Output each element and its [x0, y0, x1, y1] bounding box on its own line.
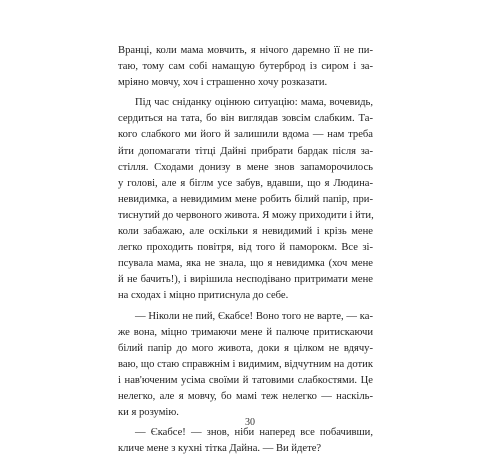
text-line: сердиться на тата, бо він виглядав зовсім слабким. Та- [118, 113, 373, 125]
text-line: легко проходить повітря, від того й паморокм. Все зі- [118, 242, 373, 254]
text-line: у голові, але я біглм усе забув, вдавши, що я Людина- [118, 177, 373, 189]
text-line: Вранці, коли мама мовчить, я нічого даремно її не пи- [118, 45, 373, 56]
page-number: 30 [245, 417, 255, 428]
text-line: на сходах і міцно притиснула до себе. [118, 290, 289, 302]
text-line: і нав'юченим усіма своїми й татовими слабкостями. Це [118, 374, 373, 386]
text-line: кличе мене з кухні тітка Дайна. — Ви йдете? [118, 443, 322, 455]
text-line: же вона, міцно тримаючи мене й палюче притискаючи [118, 326, 373, 338]
paragraph [118, 95, 373, 304]
text-line: тиснутий до червоного живота. Я можу приходити і йти, [118, 209, 374, 221]
text-line: мріяно мовчу, хоч і страшенно хочу розказати. [118, 77, 328, 89]
text-line: стілля. Сходами донизу в мене знов запаморочилось [118, 161, 373, 173]
text-line: кого слабкого ми його й залишили вдома — нам треба [118, 129, 373, 141]
text-line: псувала мама, яка не знала, що я невидимка (хоч мене [118, 258, 373, 270]
text-line: білий папір до мого живота, доки я цілком не вдячу- [118, 342, 373, 354]
paragraph [118, 425, 373, 457]
paragraph [118, 309, 373, 422]
text-line: таю, тому сам собі намащую бутерброд із сиром і за- [118, 61, 373, 73]
body-text [118, 43, 373, 457]
paragraph [118, 43, 373, 91]
text-line: Під час сніданку оцінюю ситуацію: мама, вочевидь, [135, 97, 373, 109]
text-line: — Ніколи не пий, Єкабсе! Воно того не варте, — ка- [135, 310, 373, 322]
text-line: ваю, що стаю справжнім і видимим, відчутним на дотик [118, 358, 373, 370]
text-line: — Єкабсе! — знов, ніби наперед все побачивши, [135, 427, 373, 439]
text-line: коли забажаю, але оскільки я невидимий і крізь мене [118, 226, 373, 238]
text-line: нелегко, але я мовчу, бо мамі теж нелегко — наскіль- [118, 390, 373, 402]
text-line: ки я розумію. [118, 407, 179, 419]
text-line: невидимка, а невидимим мене робить білий папір, при- [118, 193, 373, 205]
text-line: й не бачить!), і вирішила несподівано притримати мене [118, 274, 373, 286]
text-line: йти допомагати тітці Дайні прибрати бардак після за- [118, 145, 373, 157]
